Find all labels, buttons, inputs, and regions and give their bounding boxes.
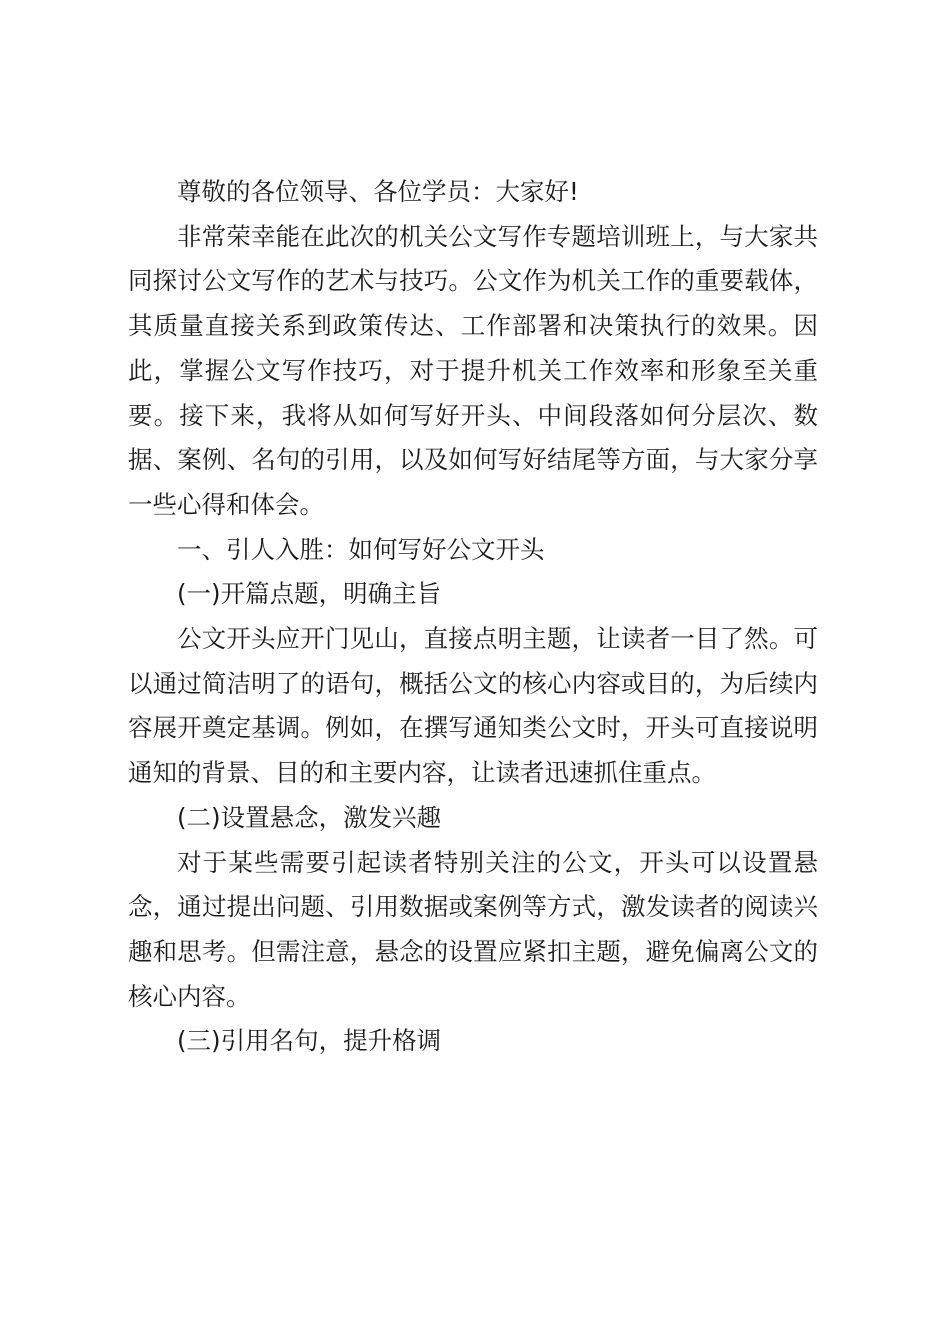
intro-paragraph: 非常荣幸能在此次的机关公文写作专题培训班上，与大家共同探讨公文写作的艺术与技巧。公文作为机关工作的重要载体，其质量直接关系到政策传达、工作部署和决策执行的效果。因此，掌握公文写作技巧，对于提升机关工作效率和形象至关重要。接下来，我将从如何写好开头、中间段落如何分层次、数据、案例、名句的引用，以及如何写好结尾等方面，与大家分享一些心得和体会。 xyxy=(128,221,818,519)
subsection-1-heading: (一)开篇点题，明确主旨 xyxy=(177,579,442,609)
subsection-3-heading: (三)引用名句，提升格调 xyxy=(177,1026,442,1056)
greeting: 尊敬的各位领导、各位学员：大家好! xyxy=(177,177,579,206)
subsection-2-heading: (二)设置悬念，激发兴趣 xyxy=(177,802,442,832)
subsection-2-body: 对于某些需要引起读者特别关注的公文，开头可以设置悬念，通过提出问题、引用数据或案例等方式，激发读者的阅读兴趣和思考。但需注意，悬念的设置应紧扣主题，避免偏离公文的核心内容。 xyxy=(128,847,818,1011)
document-body xyxy=(128,170,818,1064)
section-1-heading: 一、引人入胜：如何写好公文开头 xyxy=(177,534,545,564)
subsection-1-body: 公文开头应开门见山，直接点明主题，让读者一目了然。可以通过简洁明了的语句，概括公文的核心内容或目的，为后续内容展开奠定基调。例如，在撰写通知类公文时，开头可直接说明通知的背景、目的和主要内容，让读者迅速抓住重点。 xyxy=(128,624,818,788)
